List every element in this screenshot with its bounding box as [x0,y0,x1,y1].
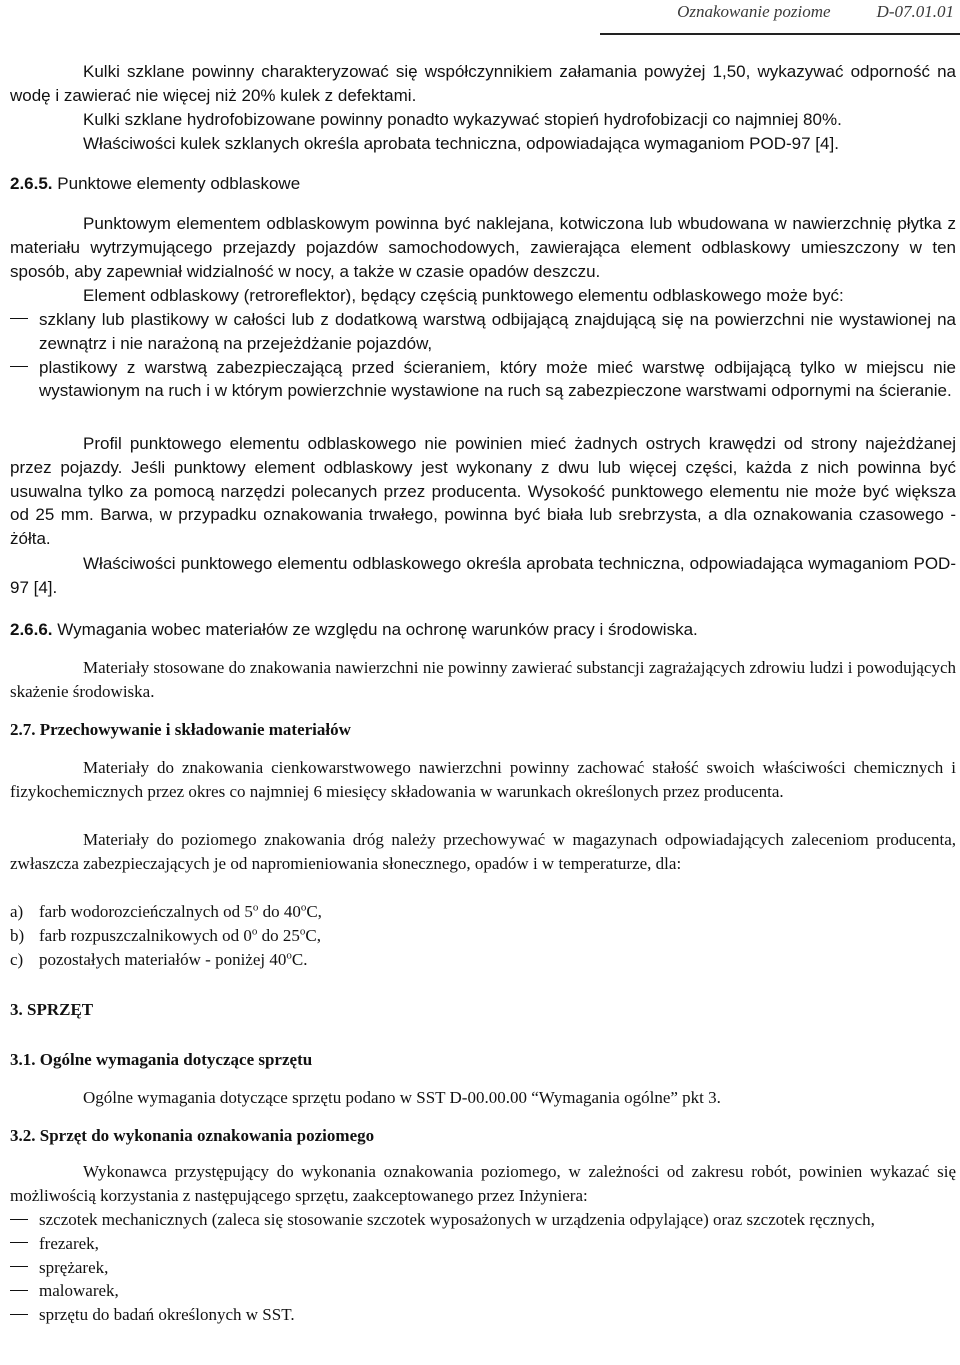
section-2-6-5-paragraph-4: Właściwości punktowego elementu odblaskowego określa aprobata techniczna, odpowiadająca wymaganiom POD-97 [4]. [10,554,956,597]
section-3-heading: 3. SPRZĘT [10,1000,94,1019]
list-item: c) pozostałych materiałów - poniżej 40$^o$C. [10,948,308,969]
dash-bullet-icon [10,1290,28,1291]
dash-bullet-icon [10,1242,28,1243]
list-item: b) farb rozpuszczalnikowych od 0$^o$ do 25$^o$C, [10,925,321,945]
page-header [677,2,954,22]
list-item: sprężarek, [10,1256,956,1280]
list-item: malowarek, [10,1279,956,1303]
equipment-list [10,1208,956,1327]
section-2-7-paragraph-1: Materiały do znakowania cienkowarstwowego nawierzchni powinny zachować stałość swoich właściwości chemicznych i fizykochemicznych przez okres co najmniej 6 miesięcy składowania w warunkach określonych przez producenta. [10,758,956,801]
dash-bullet-icon [10,1219,28,1220]
header-code: D-07.01.01 [876,2,954,21]
retroreflector-list [10,308,956,403]
section-2-6-6-heading [10,618,956,642]
header-title: Oznakowanie poziome [677,2,831,21]
list-item: sprzętu do badań określonych w SST. [10,1303,956,1327]
list-item: szczotek mechanicznych (zaleca się stosowanie szczotek wyposażonych w urządzenia odpylające) oraz szczotek ręcznych, [10,1208,956,1232]
section-3-2-heading: 3.2. Sprzęt do wykonania oznakowania poziomego [10,1126,375,1145]
dash-bullet-icon [10,318,28,319]
section-2-6-5-paragraph-2: Element odblaskowy (retroreflektor), będący częścią punktowego elementu odblaskowego może być: [83,286,844,305]
intro-paragraph-2: Kulki szklane hydrofobizowane powinny ponadto wykazywać stopień hydrofobizacji co najmniej 80%. [83,110,842,129]
section-3-1-paragraph-1: Ogólne wymagania dotyczące sprzętu podano w SST D-00.00.00 “Wymagania ogólne” pkt 3. [83,1088,721,1107]
temperature-list [10,900,956,971]
section-2-6-5-paragraph-1: Punktowym elementem odblaskowym powinna być naklejana, kotwiczona lub wbudowana w nawierzchnię płytka z materiału wytrzymującego przejazdy pojazdów samochodowych, zawierająca element odblaskowy umieszczony w ten sposób, aby zapewniał widzialność w nocy, a także w czasie opadów deszczu. [10,214,956,281]
list-item: plastikowy z warstwą zabezpieczającą przed ścieraniem, który może mieć warstwę odbijającą tylko w miejscu nie wystawionym na ruch i w którym powierzchnie wystawione na ruch są zabezpieczone warstwami odpornymi na ścieranie. [10,356,956,404]
section-2-6-5-paragraph-3: Profil punktowego elementu odblaskowego nie powinien mieć żadnych ostrych krawędzi od strony najeżdżanej przez pojazdy. Jeśli punktowy element odblaskowy jest wykonany z dwu lub więcej części, każda z nich powinna być usuwalna tylko za pomocą narzędzi polecanych przez producenta. Wysokość punktowego elementu nie może być większa od 25 mm. Barwa, w przypadku oznakowania trwałego, powinna być biała lub srebrzysta, a dla oznakowania czasowego - żółta. [10,434,956,549]
dash-bullet-icon [10,1314,28,1315]
list-item: a) farb wodorozcieńczalnych od 5$^o$ do 40$^o$C, [10,901,322,921]
header-divider [600,33,960,35]
section-number: 2.6.5. [10,174,53,193]
intro-paragraph-3: Właściwości kulek szklanych określa aprobata techniczna, odpowiadająca wymaganiom POD-97 [4]. [83,134,839,153]
section-3-1-heading: 3.1. Ogólne wymagania dotyczące sprzętu [10,1050,313,1069]
section-2-6-5-heading [10,172,956,196]
dash-bullet-icon [10,1266,28,1267]
dash-bullet-icon [10,366,28,367]
section-title: Punktowe elementy odblaskowe [57,174,301,193]
list-item: szklany lub plastikowy w całości lub z dodatkową warstwą odbijającą znajdującą się na powierzchni nie wystawionej na zewnątrz i nie narażoną na przejeżdżanie pojazdów, [10,308,956,356]
section-2-7-paragraph-2: Materiały do poziomego znakowania dróg należy przechowywać w magazynach odpowiadających zaleceniom producenta, zwłaszcza zabezpieczających je od napromieniowania słonecznego, opadów i w temperaturze, dla: [10,830,956,873]
section-3-2-paragraph-1: Wykonawca przystępujący do wykonania oznakowania poziomego, w zależności od zakresu robót, powinien wykazać się możliwością korzystania z następującego sprzętu, zaakceptowanego przez Inżyniera: [10,1162,956,1205]
section-title: Wymagania wobec materiałów ze względu na ochronę warunków pracy i środowiska. [57,620,698,639]
section-number: 2.6.6. [10,620,53,639]
section-2-6-6-paragraph-1: Materiały stosowane do znakowania nawierzchni nie powinny zawierać substancji zagrażających zdrowiu ludzi i powodujących skażenie środowiska. [10,658,956,701]
intro-paragraph-1: Kulki szklane powinny charakteryzować się współczynnikiem załamania powyżej 1,50, wykazywać odporność na wodę i zawierać nie więcej niż 20% kulek z defektami. [10,62,956,105]
section-2-7-heading: 2.7. Przechowywanie i składowanie materiałów [10,720,351,739]
list-item: frezarek, [10,1232,956,1256]
